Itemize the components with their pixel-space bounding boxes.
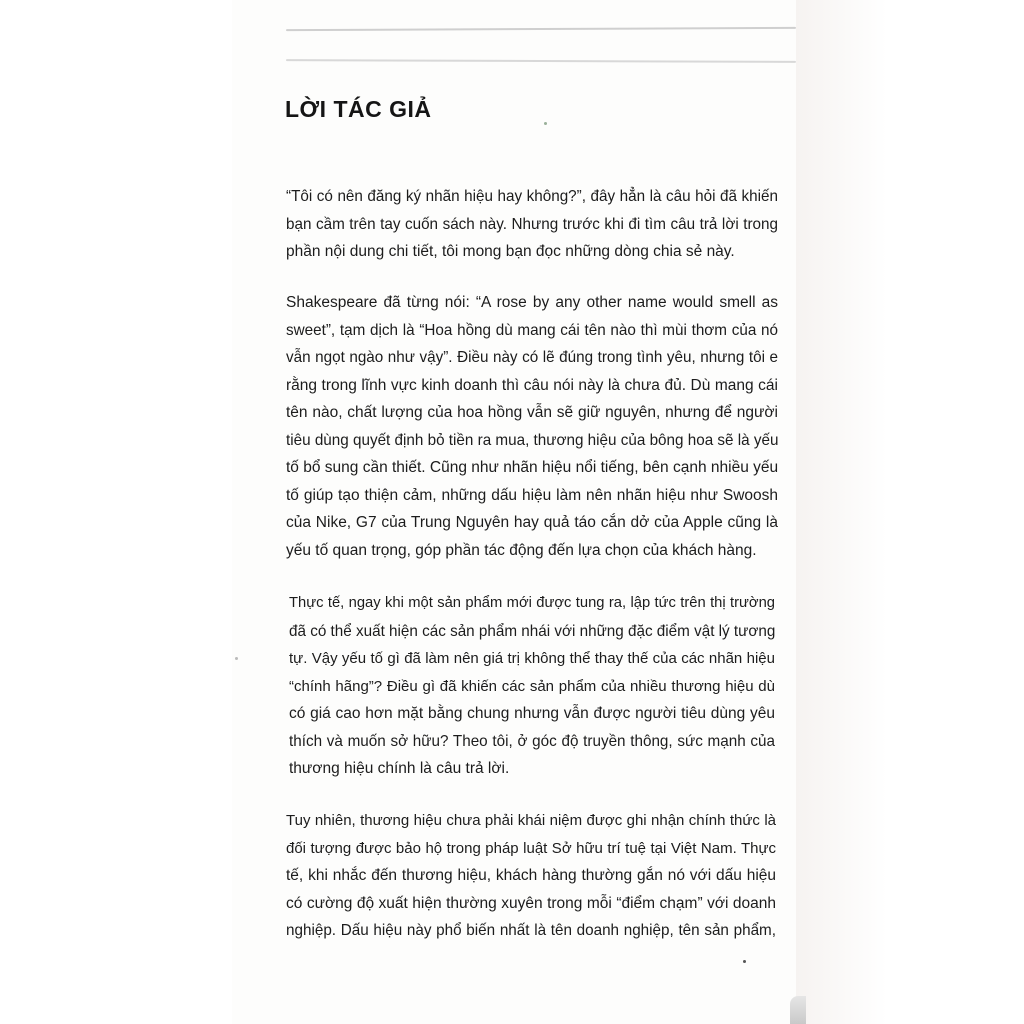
paragraph-2 [286,289,778,564]
print-speck [544,122,547,125]
page-edge-shadow [796,0,1024,1024]
text-line: Shakespeare đã từng nói: “A rose by any other name would smell as [286,294,778,311]
page-curl-edge [790,996,806,1024]
text-line: rằng trong lĩnh vực kinh doanh thì câu nói này là chưa đủ. Dù mang cái [286,376,778,394]
paragraph-3 [289,590,775,783]
print-speck [743,960,746,963]
text-line: thích và muốn sở hữu? Theo tôi, ở góc độ truyền thông, sức mạnh của [289,732,775,750]
text-line: tên nào, chất lượng của hoa hồng vẫn sẽ giữ nguyên, nhưng để người [286,404,778,421]
text-line: “chính hãng”? Điều gì đã khiến các sản phẩm của nhiều thương hiệu dù [289,677,775,695]
text-line: thương hiệu chính là câu trả lời. [289,760,510,777]
text-line: Tuy nhiên, thương hiệu chưa phải khái niệm được ghi nhận chính thức là [286,812,776,829]
print-speck [235,657,238,660]
text-line: Thực tế, ngay khi một sản phẩm mới được tung ra, lập tức trên thị trường [289,595,775,611]
text-line: tố giúp tạo thiện cảm, những dấu hiệu làm nên nhãn hiệu như Swoosh [286,486,778,504]
text-line: “Tôi có nên đăng ký nhãn hiệu hay không?”, đây hẳn là câu hỏi đã khiến [286,188,778,205]
text-line: vẫn ngọt ngào như vậy”. Điều này có lẽ đúng trong tình yêu, nhưng tôi e [286,349,778,366]
text-line: đối tượng được bảo hộ trong pháp luật Sở hữu trí tuệ tại Việt Nam. Thực [286,839,776,857]
text-line: sweet”, tạm dịch là “Hoa hồng dù mang cái tên nào thì mùi thơm của nó [286,321,778,339]
chapter-title: LỜI TÁC GIẢ [285,96,432,122]
text-line: yếu tố quan trọng, góp phần tác động đến lựa chọn của khách hàng. [286,541,757,559]
text-line: phần nội dung chi tiết, tôi mong bạn đọc những dòng chia sẻ này. [286,243,735,260]
text-line: có giá cao hơn mặt bằng chung nhưng vẫn được người tiêu dùng yêu [289,705,775,722]
text-line: của Nike, G7 của Trung Nguyên hay quả táo cắn dở của Apple cũng là [286,514,778,531]
text-line: nghiệp. Dấu hiệu này phổ biến nhất là tên doanh nghiệp, tên sản phẩm, [286,922,776,939]
text-line: tự. Vậy yếu tố gì đã làm nên giá trị không thể thay thế của các nhãn hiệu [289,650,775,667]
paragraph-1 [286,183,778,266]
text-line: tế, khi nhắc đến thương hiệu, khách hàng thường gắn nó với dấu hiệu [286,867,776,884]
text-line: có cường độ xuất hiện thường xuyên trong mỗi “điểm chạm” với doanh [286,894,776,912]
paragraph-4 [286,807,776,945]
text-line: tố bổ sung cần thiết. Cũng như nhãn hiệu nổi tiếng, bên cạnh nhiều yếu [286,459,779,476]
text-line: đã có thể xuất hiện các sản phẩm nhái với những đặc điểm vật lý tương [289,622,776,640]
text-line: tiêu dùng quyết định bỏ tiền ra mua, thương hiệu của bông hoa sẽ là yếu [286,431,779,449]
text-line: bạn cầm trên tay cuốn sách này. Nhưng trước khi đi tìm câu trả lời trong [286,215,778,233]
